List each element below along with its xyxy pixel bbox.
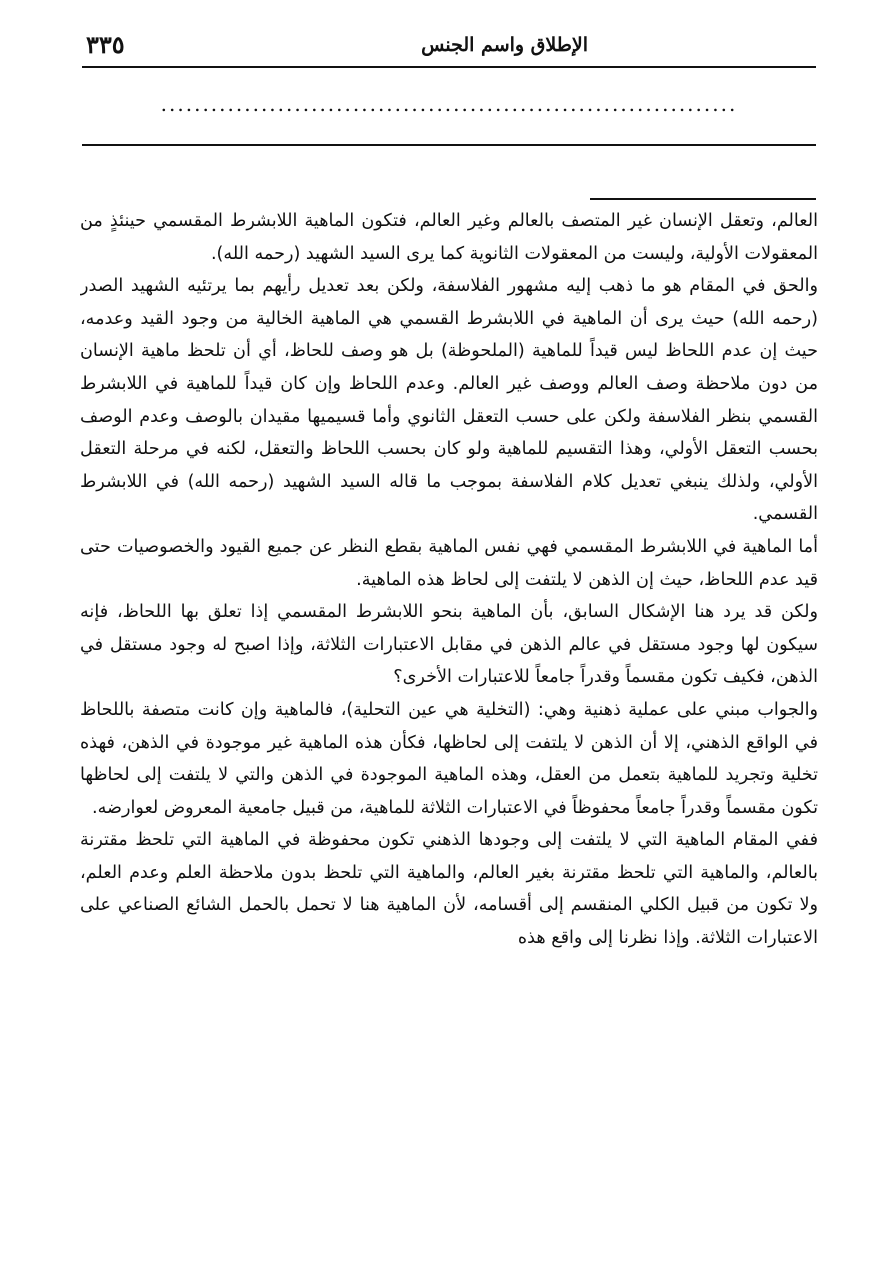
footnote-rule xyxy=(590,198,816,200)
section-rule xyxy=(82,144,816,146)
page-header xyxy=(78,30,818,66)
running-title: الإطلاق واسم الجنس xyxy=(421,34,588,56)
body-text xyxy=(80,205,818,1270)
dotted-separator: ..................................................................... xyxy=(160,92,738,116)
paragraph: ولكن قد يرد هنا الإشكال السابق، بأن الماهية بنحو اللابشرط المقسمي إذا تعلق بها اللحاظ، فإنه سيكون لها وجود مستقل في عالم الذهن في مقابل الاعتبارات الثلاثة، وإذا اصبح له وجود مستقل في الذهن، فكيف تكون مقسماً وقدراً جامعاً للاعتبارات الأخرى؟ xyxy=(80,602,818,688)
paragraph: ففي المقام الماهية التي لا يلتفت إلى وجودها الذهني تكون محفوظة في الماهية التي تلحظ مقترنة بالعالم، والماهية التي تلحظ مقترنة بغير العالم، والماهية التي تلحظ بدون ملاحظة العلم وعدم العلم، ولا تكون من قبيل الكلي المنقسم إلى أقسامه، لأن الماهية هنا لا تحمل بالحمل الشائع الصناعي على الاعتبارات الثلاثة. وإذا نظرنا إلى واقع هذه xyxy=(80,830,818,949)
paragraph: والجواب مبني على عملية ذهنية وهي: (التخلية هي عين التحلية)، فالماهية وإن كانت متصفة باللحاظ في الواقع الذهني، إلا أن الذهن لا يلتفت إلى لحاظها، فكأن هذه الماهية غير موجودة في الذهن، فهذه تخلية وتجريد للماهية بتعمل من العقل، وهذه الماهية الموجودة في الذهن والتي لا يلتفت إلى لحاظها تكون مقسماً وقدراً جامعاً محفوظاً في الاعتبارات الثلاثة للماهية، من قبيل جامعية المعروض لعوارضه. xyxy=(80,699,818,818)
paragraph: العالم، وتعقل الإنسان غير المتصف بالعالم وغير العالم، فتكون الماهية اللابشرط المقسمي حينئذٍ من المعقولات الأولية، وليست من المعقولات الثانوية كما يرى السيد الشهيد (رحمه الله). xyxy=(80,211,818,264)
header-rule xyxy=(82,66,816,68)
paragraph: أما الماهية في اللابشرط المقسمي فهي نفس الماهية بقطع النظر عن جميع القيود والخصوصيات حتى قيد عدم اللحاظ، حيث إن الذهن لا يلتفت إلى لحاظ هذه الماهية. xyxy=(80,536,818,590)
paragraph: والحق في المقام هو ما ذهب إليه مشهور الفلاسفة، ولكن بعد تعديل رأيهم بما يرتئيه الشهيد الصدر (رحمه الله) حيث يرى أن الماهية في اللابشرط القسمي هي الماهية الخالية من وجود القيد وعدمه، حيث إن عدم اللحاظ ليس قيداً للماهية (الملحوظة) بل هو وصف للحاظ، أي أن تلحظ ماهية الإنسان من دون ملاحظة وصف العالم ووصف غير العالم. وعدم اللحاظ وإن كان قيداً للماهية في اللابشرط القسمي بنظر الفلاسفة ولكن على حسب التعقل الثانوي وأما قسيميها مقيدان بالوصف وعدم الوصف بحسب التعقل الأولي، وهذا التقسيم للماهية ولو كان بحسب اللحاظ والتعقل، لكنه في مرحلة التعقل الأولي، ولذلك ينبغي تعديل كلام الفلاسفة بموجب ما قاله السيد الشهيد (رحمه الله) في اللابشرط القسمي. xyxy=(80,276,818,525)
page-number: ٣٣٥ xyxy=(86,30,125,59)
